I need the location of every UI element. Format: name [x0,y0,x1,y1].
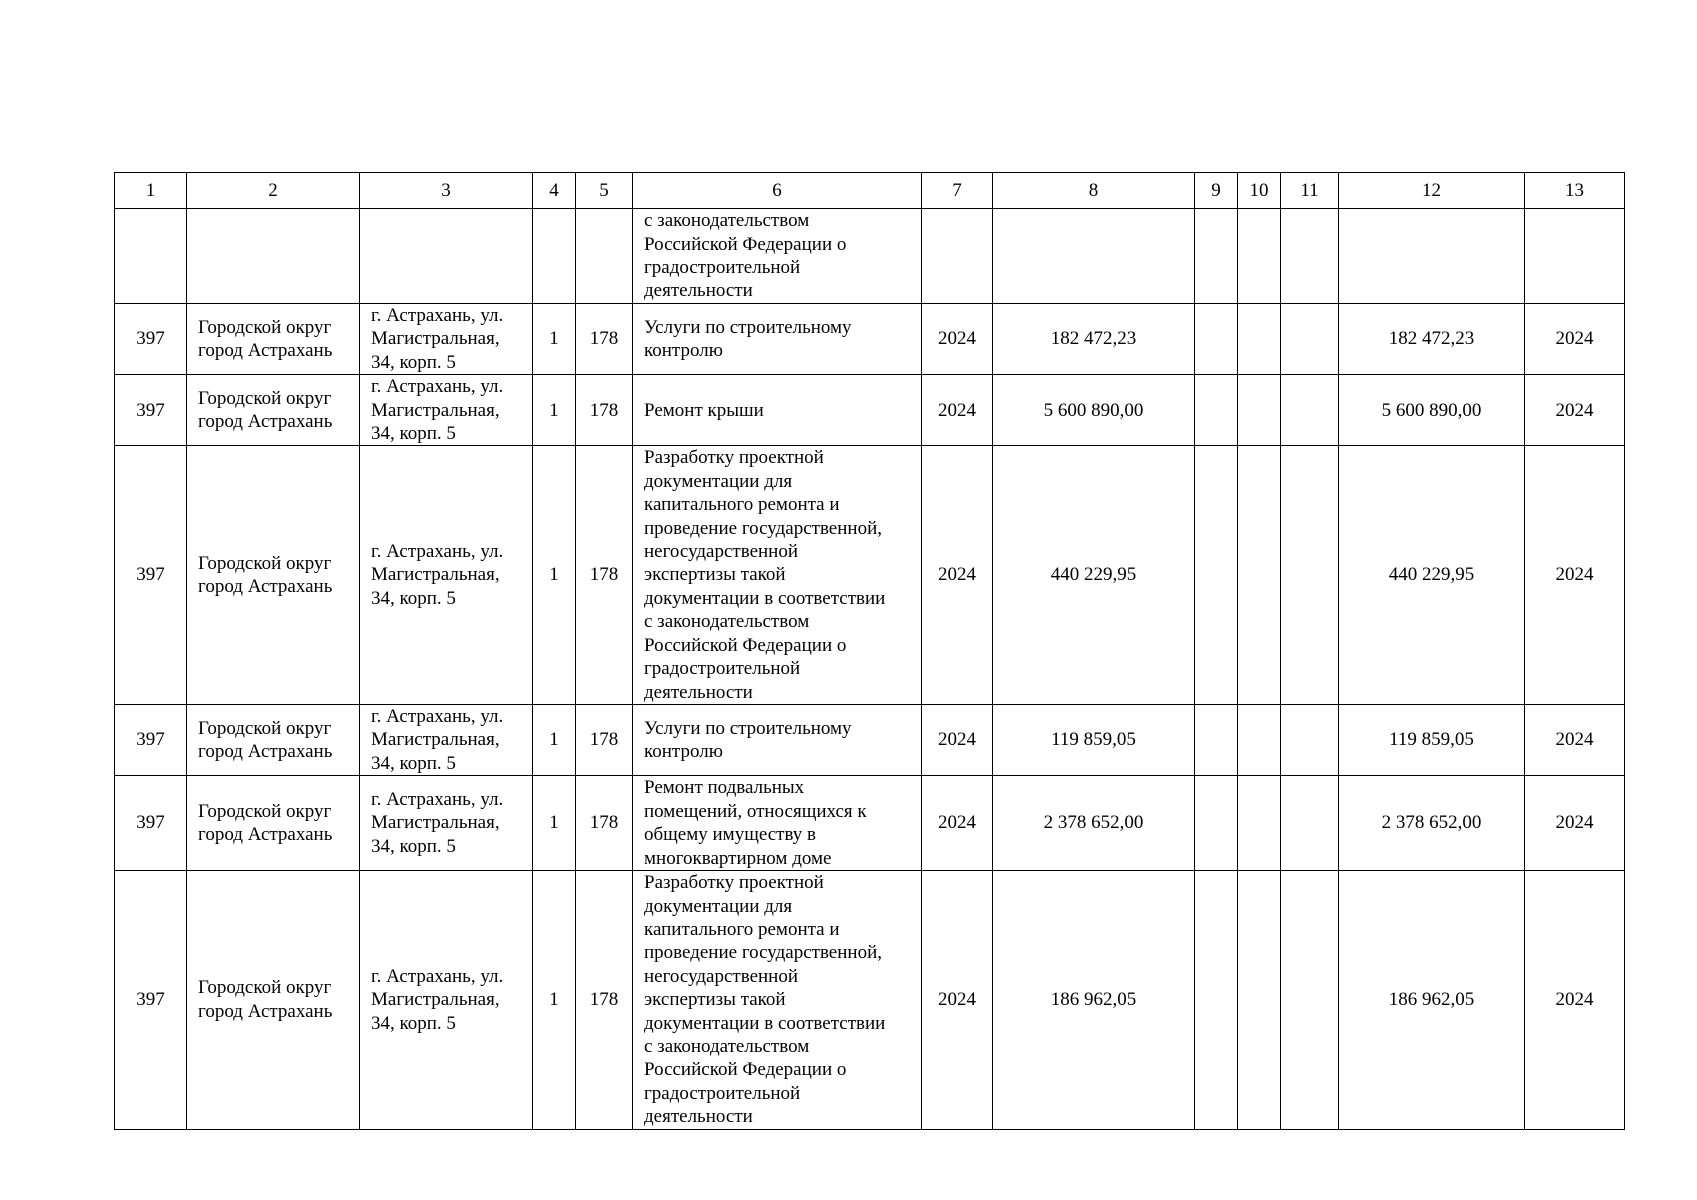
amount-cell [1339,209,1525,304]
municipality-cell: Городской округ город Астрахань [187,446,360,704]
cell-col-4: 1 [533,776,576,871]
cell-col-11 [1281,446,1339,704]
cell-col-9 [1195,304,1238,375]
column-header: 10 [1238,173,1281,209]
column-header: 11 [1281,173,1339,209]
cell-col-10 [1238,704,1281,775]
cell-col-11 [1281,776,1339,871]
row-number-cell: 397 [115,446,187,704]
address-cell: г. Астрахань, ул. Магистральная, 34, корп. 5 [360,375,533,446]
amount-cell: 5 600 890,00 [1339,375,1525,446]
amount-cell: 119 859,05 [1339,704,1525,775]
work-description-cell: Разработку проектной документации для капитального ремонта и проведение государственной, негосударственной экспертизы такой документации в соответствии с законодательством Российской Федерации о градостроительной деятельности [633,446,922,704]
year-cell: 2024 [922,776,993,871]
column-header: 1 [115,173,187,209]
address-cell: г. Астрахань, ул. Магистральная, 34, корп. 5 [360,304,533,375]
municipality-cell: Городской округ город Астрахань [187,375,360,446]
cell-col-11 [1281,704,1339,775]
cell-col-10 [1238,776,1281,871]
year-cell: 2024 [922,704,993,775]
amount-cell: 2 378 652,00 [1339,776,1525,871]
cost-cell [993,209,1195,304]
cell-col-11 [1281,871,1339,1129]
municipality-cell: Городской округ город Астрахань [187,871,360,1129]
completion-year-cell: 2024 [1525,446,1625,704]
column-header: 7 [922,173,993,209]
cell-col-5: 178 [576,375,633,446]
table-row [115,375,1625,446]
work-description-cell: Ремонт подвальных помещений, относящихся к общему имуществу в многоквартирном доме [633,776,922,871]
column-header: 9 [1195,173,1238,209]
cell-col-9 [1195,871,1238,1129]
municipality-cell [187,209,360,304]
column-header: 8 [993,173,1195,209]
cell-col-9 [1195,776,1238,871]
year-cell: 2024 [922,871,993,1129]
year-cell: 2024 [922,304,993,375]
row-number-cell: 397 [115,776,187,871]
cell-col-9 [1195,446,1238,704]
year-cell [922,209,993,304]
cell-col-5: 178 [576,871,633,1129]
cell-col-11 [1281,304,1339,375]
municipality-cell: Городской округ город Астрахань [187,304,360,375]
column-header: 3 [360,173,533,209]
cell-col-4: 1 [533,704,576,775]
table-row [115,704,1625,775]
work-description-cell: Разработку проектной документации для капитального ремонта и проведение государственной, негосударственной экспертизы такой документации в соответствии с законодательством Российской Федерации о градостроительной деятельности [633,871,922,1129]
table-row [115,209,1625,304]
cell-col-4: 1 [533,375,576,446]
cell-col-5 [576,209,633,304]
amount-cell: 440 229,95 [1339,446,1525,704]
address-cell: г. Астрахань, ул. Магистральная, 34, корп. 5 [360,704,533,775]
row-number-cell: 397 [115,304,187,375]
cost-cell: 440 229,95 [993,446,1195,704]
cell-col-9 [1195,704,1238,775]
column-header: 12 [1339,173,1525,209]
year-cell: 2024 [922,375,993,446]
row-number-cell [115,209,187,304]
cell-col-11 [1281,375,1339,446]
completion-year-cell: 2024 [1525,304,1625,375]
cell-col-4: 1 [533,304,576,375]
cell-col-5: 178 [576,446,633,704]
municipality-cell: Городской округ город Астрахань [187,704,360,775]
column-header: 2 [187,173,360,209]
column-header: 13 [1525,173,1625,209]
cost-cell: 182 472,23 [993,304,1195,375]
address-cell: г. Астрахань, ул. Магистральная, 34, корп. 5 [360,446,533,704]
municipality-cell: Городской округ город Астрахань [187,776,360,871]
cell-col-10 [1238,446,1281,704]
cell-col-5: 178 [576,704,633,775]
cell-col-4 [533,209,576,304]
cell-col-9 [1195,209,1238,304]
cell-col-9 [1195,375,1238,446]
row-number-cell: 397 [115,871,187,1129]
work-description-cell: с законодательством Российской Федерации о градостроительной деятельности [633,209,922,304]
column-header: 6 [633,173,922,209]
cell-col-10 [1238,871,1281,1129]
cell-col-5: 178 [576,776,633,871]
completion-year-cell: 2024 [1525,375,1625,446]
cell-col-10 [1238,209,1281,304]
amount-cell: 186 962,05 [1339,871,1525,1129]
work-description-cell: Услуги по строительному контролю [633,704,922,775]
amount-cell: 182 472,23 [1339,304,1525,375]
column-header: 5 [576,173,633,209]
row-number-cell: 397 [115,704,187,775]
cell-col-10 [1238,304,1281,375]
cost-cell: 186 962,05 [993,871,1195,1129]
table-row [115,776,1625,871]
address-cell [360,209,533,304]
cost-cell: 5 600 890,00 [993,375,1195,446]
header-row [115,173,1625,209]
data-table [114,172,1625,1130]
table-row [115,446,1625,704]
row-number-cell: 397 [115,375,187,446]
completion-year-cell: 2024 [1525,776,1625,871]
completion-year-cell [1525,209,1625,304]
cell-col-11 [1281,209,1339,304]
completion-year-cell: 2024 [1525,871,1625,1129]
year-cell: 2024 [922,446,993,704]
cost-cell: 119 859,05 [993,704,1195,775]
column-header: 4 [533,173,576,209]
cell-col-10 [1238,375,1281,446]
cell-col-4: 1 [533,446,576,704]
address-cell: г. Астрахань, ул. Магистральная, 34, корп. 5 [360,776,533,871]
work-description-cell: Ремонт крыши [633,375,922,446]
address-cell: г. Астрахань, ул. Магистральная, 34, корп. 5 [360,871,533,1129]
cell-col-5: 178 [576,304,633,375]
table-row [115,871,1625,1129]
work-description-cell: Услуги по строительному контролю [633,304,922,375]
table-row [115,304,1625,375]
cost-cell: 2 378 652,00 [993,776,1195,871]
cell-col-4: 1 [533,871,576,1129]
completion-year-cell: 2024 [1525,704,1625,775]
